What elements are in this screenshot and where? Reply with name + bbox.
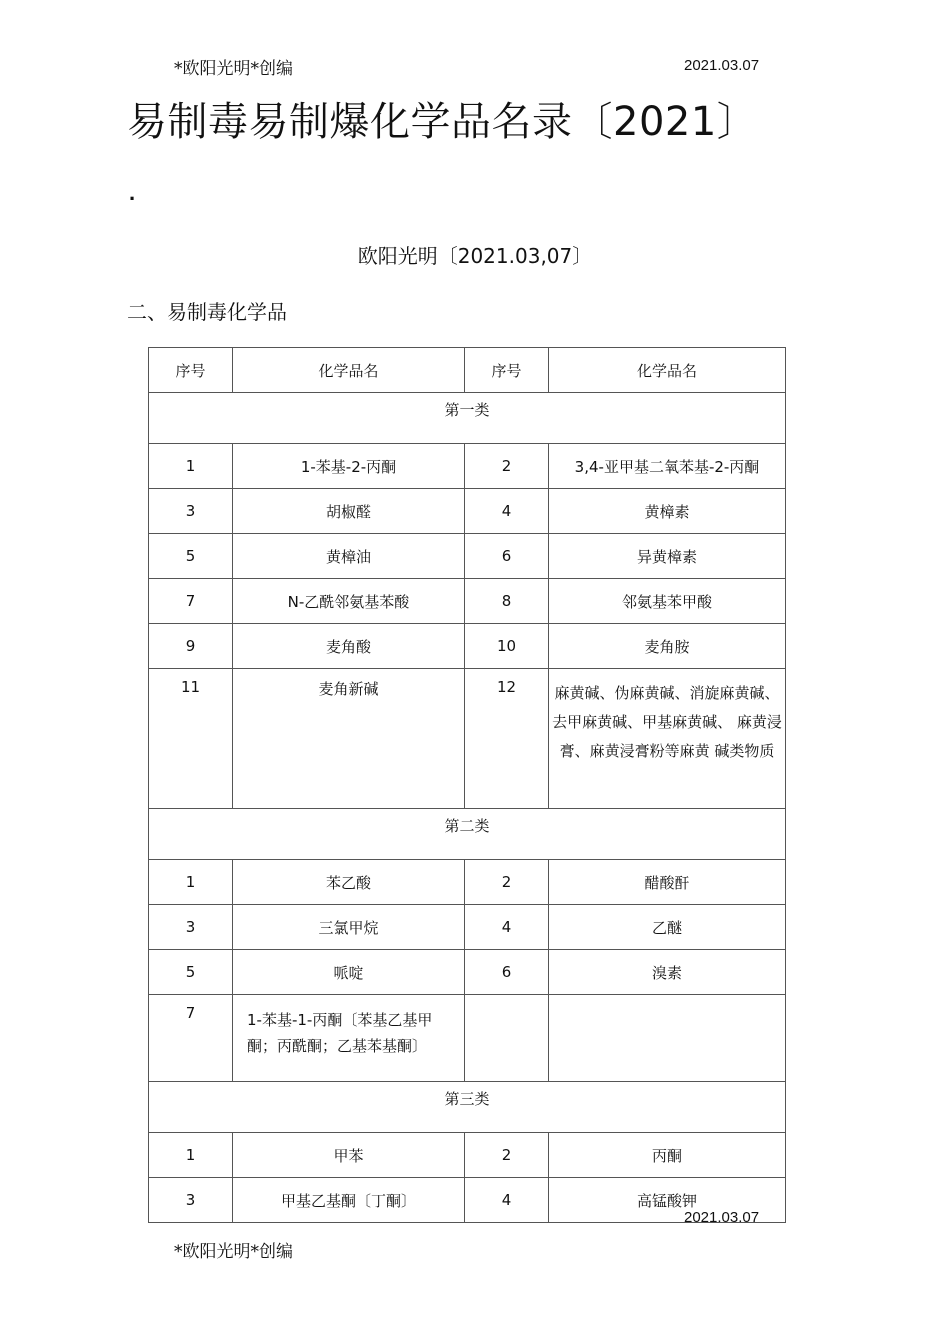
- cell: 10: [465, 624, 549, 669]
- cell: 麻黄碱、伪麻黄碱、消旋麻黄碱、去甲麻黄碱、甲基麻黄碱、 麻黄浸膏、麻黄浸膏粉等麻黄 碱类物质: [549, 669, 786, 809]
- cell: 黄樟油: [233, 534, 465, 579]
- stray-dot: .: [129, 180, 136, 205]
- table-row: [149, 860, 786, 905]
- cell: 5: [149, 950, 233, 995]
- category-label: 第一类: [149, 393, 786, 444]
- cell: 溴素: [549, 950, 786, 995]
- table-row: [149, 624, 786, 669]
- cell: [549, 995, 786, 1082]
- cell: 1: [149, 444, 233, 489]
- cell: 1: [149, 1133, 233, 1178]
- header-date: 2021.03.07: [684, 57, 760, 74]
- footer-date: 2021.03.07: [684, 1209, 760, 1226]
- cell: 4: [465, 489, 549, 534]
- cell: 1-苯基-2-丙酮: [233, 444, 465, 489]
- cell: [465, 995, 549, 1082]
- cell: 黄樟素: [549, 489, 786, 534]
- table-row: [149, 950, 786, 995]
- cell: 三氯甲烷: [233, 905, 465, 950]
- table-row: [149, 444, 786, 489]
- document-subtitle: 欧阳光明〔2021.03,07〕: [357, 244, 593, 268]
- cell: 2: [465, 860, 549, 905]
- header-author: *欧阳光明*创编: [174, 59, 293, 79]
- chemicals-table: [148, 347, 786, 1223]
- header-cell: 序号: [465, 348, 549, 393]
- cell: N-乙酰邻氨基苯酸: [233, 579, 465, 624]
- footer-author: *欧阳光明*创编: [174, 1242, 293, 1262]
- header-cell: 序号: [149, 348, 233, 393]
- cell: 6: [465, 534, 549, 579]
- cell: 8: [465, 579, 549, 624]
- cell: 1-苯基-1-丙酮〔苯基乙基甲酮；丙酰酮；乙基苯基酮〕: [233, 995, 465, 1082]
- category-label: 第三类: [149, 1082, 786, 1133]
- cell: 醋酸酐: [549, 860, 786, 905]
- cell: 3: [149, 905, 233, 950]
- table-row: [149, 534, 786, 579]
- cell: 丙酮: [549, 1133, 786, 1178]
- cell: 胡椒醛: [233, 489, 465, 534]
- cell: 邻氨基苯甲酸: [549, 579, 786, 624]
- section-title: 二、易制毒化学品: [127, 300, 287, 324]
- header-cell: 化学品名: [233, 348, 465, 393]
- table-row: [149, 489, 786, 534]
- cell: 甲基乙基酮〔丁酮〕: [233, 1178, 465, 1223]
- cell: 甲苯: [233, 1133, 465, 1178]
- category-row: [149, 809, 786, 860]
- cell: 麦角酸: [233, 624, 465, 669]
- cell: 3,4-亚甲基二氧苯基-2-丙酮: [549, 444, 786, 489]
- cell: 2: [465, 444, 549, 489]
- cell: 4: [465, 1178, 549, 1223]
- category-row: [149, 393, 786, 444]
- cell: 乙醚: [549, 905, 786, 950]
- document-title: 易制毒易制爆化学品名录〔2021〕: [127, 99, 758, 145]
- cell: 6: [465, 950, 549, 995]
- cell: 麦角胺: [549, 624, 786, 669]
- header-cell: 化学品名: [549, 348, 786, 393]
- cell: 12: [465, 669, 549, 809]
- cell: 哌啶: [233, 950, 465, 995]
- category-row: [149, 1082, 786, 1133]
- category-label: 第二类: [149, 809, 786, 860]
- cell: 3: [149, 489, 233, 534]
- cell: 1: [149, 860, 233, 905]
- cell: 5: [149, 534, 233, 579]
- cell: 2: [465, 1133, 549, 1178]
- cell: 异黄樟素: [549, 534, 786, 579]
- table-row: [149, 669, 786, 809]
- cell: 11: [149, 669, 233, 809]
- cell: 7: [149, 995, 233, 1082]
- table-row: [149, 1133, 786, 1178]
- table-row: [149, 995, 786, 1082]
- cell: 麦角新碱: [233, 669, 465, 809]
- cell: 苯乙酸: [233, 860, 465, 905]
- table-row: [149, 579, 786, 624]
- table-header-row: [149, 348, 786, 393]
- cell: 9: [149, 624, 233, 669]
- cell: 4: [465, 905, 549, 950]
- table-row: [149, 905, 786, 950]
- cell: 7: [149, 579, 233, 624]
- cell: 高锰酸钾: [549, 1178, 786, 1223]
- cell: 3: [149, 1178, 233, 1223]
